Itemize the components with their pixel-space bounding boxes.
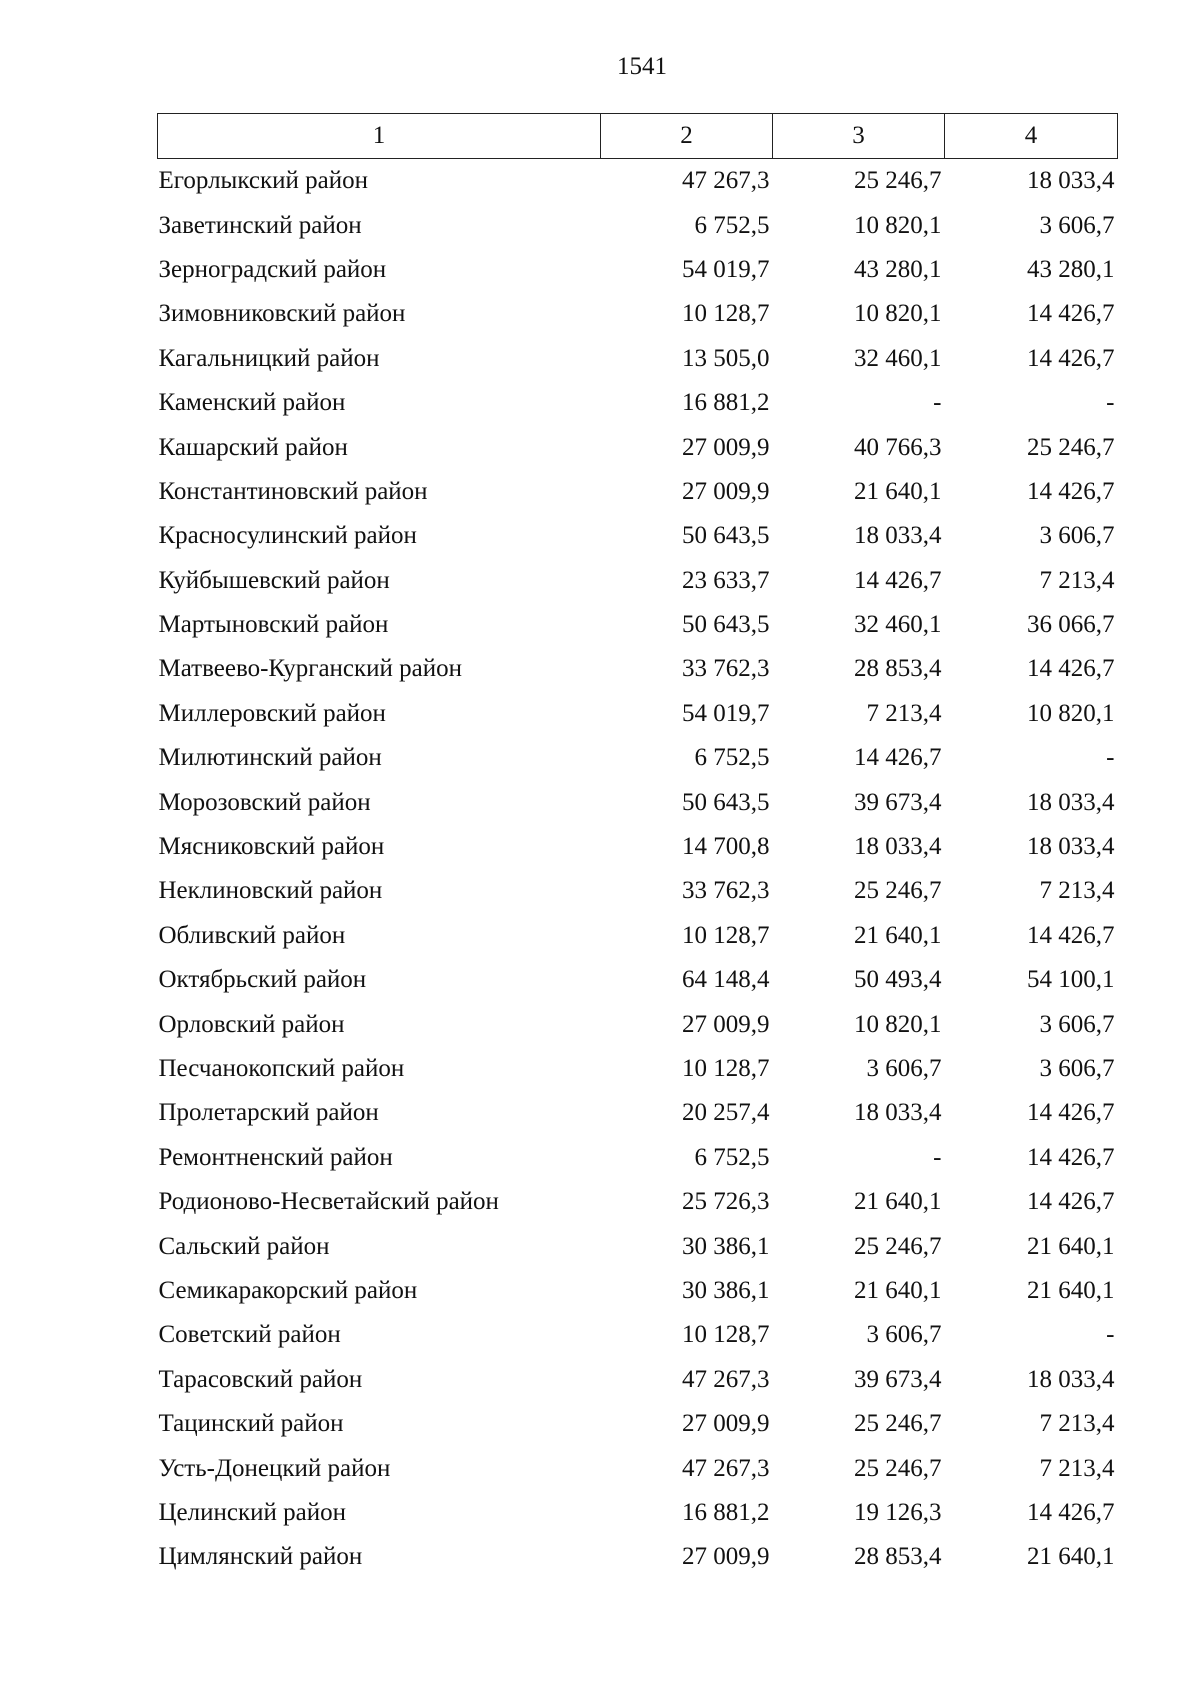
table-row <box>158 1535 1118 1579</box>
district-name-cell: Тарасовский район <box>158 1365 363 1393</box>
value-cell-col-3: 28 853,4 <box>854 655 942 683</box>
value-cell-col-3: 32 460,1 <box>854 344 942 372</box>
value-cell-col-4: 14 426,7 <box>1027 921 1115 949</box>
value-cell-col-4: 18 033,4 <box>1027 833 1115 861</box>
value-cell-col-2: 25 726,3 <box>682 1188 770 1216</box>
value-cell-col-3: 7 213,4 <box>866 699 942 727</box>
value-cell-col-4: 18 033,4 <box>1027 167 1115 195</box>
district-name-cell: Морозовский район <box>158 788 371 816</box>
value-cell-col-3: 18 033,4 <box>854 522 942 550</box>
value-cell-col-3: 10 820,1 <box>854 300 942 328</box>
table-row <box>158 647 1118 691</box>
value-cell-col-4: 14 426,7 <box>1027 1099 1115 1127</box>
value-cell-col-4: 54 100,1 <box>1027 966 1115 994</box>
value-cell-col-3: 21 640,1 <box>854 921 942 949</box>
table-row <box>158 958 1118 1002</box>
table-row <box>158 470 1118 514</box>
table-row <box>158 736 1118 780</box>
value-cell-col-4: 21 640,1 <box>1027 1276 1115 1304</box>
value-cell-col-2: 27 009,9 <box>682 433 770 461</box>
value-cell-col-3: 10 820,1 <box>854 211 942 239</box>
district-name-cell: Кашарский район <box>158 433 348 461</box>
value-cell-col-3: 43 280,1 <box>854 255 942 283</box>
district-name-cell: Песчанокопский район <box>158 1055 405 1082</box>
value-cell-col-3: 25 246,7 <box>854 1232 942 1260</box>
value-cell-col-4: 3 606,7 <box>1039 1010 1115 1038</box>
table-row <box>158 1402 1118 1446</box>
value-cell-col-4: 14 426,7 <box>1027 477 1115 505</box>
table-row <box>158 869 1118 913</box>
district-name-cell: Мясниковский район <box>158 833 385 861</box>
value-cell-col-2: 10 128,7 <box>682 300 770 328</box>
value-cell-col-2: 10 128,7 <box>682 1055 770 1082</box>
value-cell-col-2: 27 009,9 <box>682 1410 770 1438</box>
value-cell-col-4: - <box>1106 1321 1115 1349</box>
table-row <box>158 1358 1118 1402</box>
value-cell-col-4: 7 213,4 <box>1039 1454 1115 1482</box>
value-cell-col-4: - <box>1106 744 1115 772</box>
value-cell-col-4: 3 606,7 <box>1039 522 1115 550</box>
district-name-cell: Усть-Донецкий район <box>158 1454 391 1482</box>
table-header-row <box>158 114 1118 159</box>
district-name-cell: Пролетарский район <box>158 1099 379 1127</box>
value-cell-col-2: 6 752,5 <box>694 1143 770 1171</box>
table-row <box>158 914 1118 958</box>
table-row <box>158 1002 1118 1046</box>
table-row <box>158 292 1118 336</box>
value-cell-col-3: 25 246,7 <box>854 1410 942 1438</box>
table-row <box>158 337 1118 381</box>
district-name-cell: Неклиновский район <box>158 877 383 905</box>
value-cell-col-2: 6 752,5 <box>694 744 770 772</box>
value-cell-col-2: 50 643,5 <box>682 788 770 816</box>
value-cell-col-4: 14 426,7 <box>1027 344 1115 372</box>
value-cell-col-2: 30 386,1 <box>682 1276 770 1304</box>
table-row <box>158 159 1118 204</box>
value-cell-col-3: 32 460,1 <box>854 611 942 639</box>
value-cell-col-2: 16 881,2 <box>682 1498 770 1526</box>
table-row <box>158 1446 1118 1490</box>
value-cell-col-2: 50 643,5 <box>682 522 770 550</box>
value-cell-col-2: 54 019,7 <box>682 255 770 283</box>
value-cell-col-4: 14 426,7 <box>1027 1188 1115 1216</box>
district-name-cell: Егорлыкский район <box>158 167 368 195</box>
value-cell-col-2: 20 257,4 <box>682 1099 770 1127</box>
district-name-cell: Куйбышевский район <box>158 566 390 594</box>
district-name-cell: Ремонтненский район <box>158 1143 393 1171</box>
table-row <box>158 1091 1118 1135</box>
table-row <box>158 1180 1118 1224</box>
value-cell-col-3: 39 673,4 <box>854 788 942 816</box>
value-cell-col-3: 14 426,7 <box>854 744 942 772</box>
table-body <box>158 159 1118 1580</box>
value-cell-col-4: 14 426,7 <box>1027 1143 1115 1171</box>
table-row <box>158 780 1118 824</box>
value-cell-col-2: 33 762,3 <box>682 877 770 905</box>
district-name-cell: Зимовниковский район <box>158 300 406 328</box>
value-cell-col-3: 40 766,3 <box>854 433 942 461</box>
value-cell-col-3: 21 640,1 <box>854 477 942 505</box>
district-name-cell: Заветинский район <box>158 211 362 239</box>
value-cell-col-3: 28 853,4 <box>854 1543 942 1571</box>
column-header-2: 2 <box>601 114 773 159</box>
value-cell-col-4: 18 033,4 <box>1027 788 1115 816</box>
table-row <box>158 825 1118 869</box>
district-name-cell: Октябрьский район <box>158 966 367 994</box>
value-cell-col-2: 47 267,3 <box>682 1454 770 1482</box>
district-name-cell: Каменский район <box>158 389 346 417</box>
value-cell-col-2: 27 009,9 <box>682 477 770 505</box>
table-row <box>158 1313 1118 1357</box>
district-name-cell: Обливский район <box>158 921 346 949</box>
district-name-cell: Семикаракорский район <box>158 1276 418 1304</box>
value-cell-col-4: 14 426,7 <box>1027 1498 1115 1526</box>
value-cell-col-2: 47 267,3 <box>682 167 770 195</box>
table-row <box>158 1224 1118 1268</box>
district-name-cell: Матвеево-Курганский район <box>158 655 463 683</box>
value-cell-col-3: - <box>933 1143 942 1171</box>
district-name-cell: Мартыновский район <box>158 611 389 639</box>
value-cell-col-3: - <box>933 389 942 417</box>
column-header-1: 1 <box>158 114 601 159</box>
value-cell-col-4: 36 066,7 <box>1027 611 1115 639</box>
table-header <box>158 114 1118 159</box>
table-row <box>158 425 1118 469</box>
value-cell-col-4: 14 426,7 <box>1027 655 1115 683</box>
value-cell-col-4: 3 606,7 <box>1039 1055 1115 1082</box>
table-row <box>158 1269 1118 1313</box>
value-cell-col-2: 33 762,3 <box>682 655 770 683</box>
value-cell-col-2: 47 267,3 <box>682 1365 770 1393</box>
table-row <box>158 248 1118 292</box>
value-cell-col-4: 18 033,4 <box>1027 1365 1115 1393</box>
column-header-4: 4 <box>945 114 1118 159</box>
value-cell-col-3: 3 606,7 <box>866 1321 942 1349</box>
value-cell-col-3: 21 640,1 <box>854 1188 942 1216</box>
table-row <box>158 692 1118 736</box>
value-cell-col-2: 6 752,5 <box>694 211 770 239</box>
district-name-cell: Кагальницкий район <box>158 344 380 372</box>
value-cell-col-2: 16 881,2 <box>682 389 770 417</box>
district-name-cell: Орловский район <box>158 1010 345 1038</box>
value-cell-col-4: 25 246,7 <box>1027 433 1115 461</box>
value-cell-col-3: 25 246,7 <box>854 1454 942 1482</box>
value-cell-col-4: 43 280,1 <box>1027 255 1115 283</box>
page-number: 1541 <box>617 53 667 80</box>
table-row <box>158 1047 1118 1091</box>
district-name-cell: Милютинский район <box>158 744 382 772</box>
value-cell-col-3: 10 820,1 <box>854 1010 942 1038</box>
table-row <box>158 603 1118 647</box>
value-cell-col-2: 54 019,7 <box>682 699 770 727</box>
district-data-table <box>157 113 1118 1580</box>
value-cell-col-4: 14 426,7 <box>1027 300 1115 328</box>
district-name-cell: Красносулинский район <box>158 522 417 550</box>
table-row <box>158 1136 1118 1180</box>
district-name-cell: Тацинский район <box>158 1410 344 1438</box>
value-cell-col-2: 14 700,8 <box>682 833 770 861</box>
district-name-cell: Родионово-Несветайский район <box>158 1188 499 1216</box>
table-row <box>158 559 1118 603</box>
value-cell-col-2: 50 643,5 <box>682 611 770 639</box>
value-cell-col-4: 10 820,1 <box>1027 699 1115 727</box>
column-header-3: 3 <box>773 114 945 159</box>
value-cell-col-2: 23 633,7 <box>682 566 770 594</box>
district-name-cell: Зерноградский район <box>158 255 387 283</box>
value-cell-col-3: 19 126,3 <box>854 1498 942 1526</box>
value-cell-col-2: 64 148,4 <box>682 966 770 994</box>
district-name-cell: Цимлянский район <box>158 1543 363 1571</box>
district-name-cell: Сальский район <box>158 1232 330 1260</box>
value-cell-col-2: 10 128,7 <box>682 1321 770 1349</box>
value-cell-col-4: 7 213,4 <box>1039 566 1115 594</box>
table-row <box>158 203 1118 247</box>
value-cell-col-4: 21 640,1 <box>1027 1232 1115 1260</box>
value-cell-col-2: 10 128,7 <box>682 921 770 949</box>
value-cell-col-2: 30 386,1 <box>682 1232 770 1260</box>
district-name-cell: Константиновский район <box>158 477 428 505</box>
value-cell-col-3: 21 640,1 <box>854 1276 942 1304</box>
value-cell-col-3: 18 033,4 <box>854 833 942 861</box>
district-name-cell: Миллеровский район <box>158 699 386 727</box>
value-cell-col-4: 21 640,1 <box>1027 1543 1115 1571</box>
district-name-cell: Целинский район <box>158 1498 346 1526</box>
value-cell-col-2: 13 505,0 <box>682 344 770 372</box>
value-cell-col-4: 3 606,7 <box>1039 211 1115 239</box>
table-row <box>158 1491 1118 1535</box>
value-cell-col-3: 3 606,7 <box>866 1055 942 1082</box>
table-row <box>158 514 1118 558</box>
value-cell-col-3: 25 246,7 <box>854 167 942 195</box>
value-cell-col-3: 18 033,4 <box>854 1099 942 1127</box>
value-cell-col-3: 50 493,4 <box>854 966 942 994</box>
value-cell-col-4: 7 213,4 <box>1039 877 1115 905</box>
value-cell-col-3: 14 426,7 <box>854 566 942 594</box>
value-cell-col-4: 7 213,4 <box>1039 1410 1115 1438</box>
value-cell-col-4: - <box>1106 389 1115 417</box>
value-cell-col-3: 25 246,7 <box>854 877 942 905</box>
value-cell-col-2: 27 009,9 <box>682 1010 770 1038</box>
district-name-cell: Советский район <box>158 1321 341 1349</box>
value-cell-col-3: 39 673,4 <box>854 1365 942 1393</box>
value-cell-col-2: 27 009,9 <box>682 1543 770 1571</box>
table-row <box>158 381 1118 425</box>
